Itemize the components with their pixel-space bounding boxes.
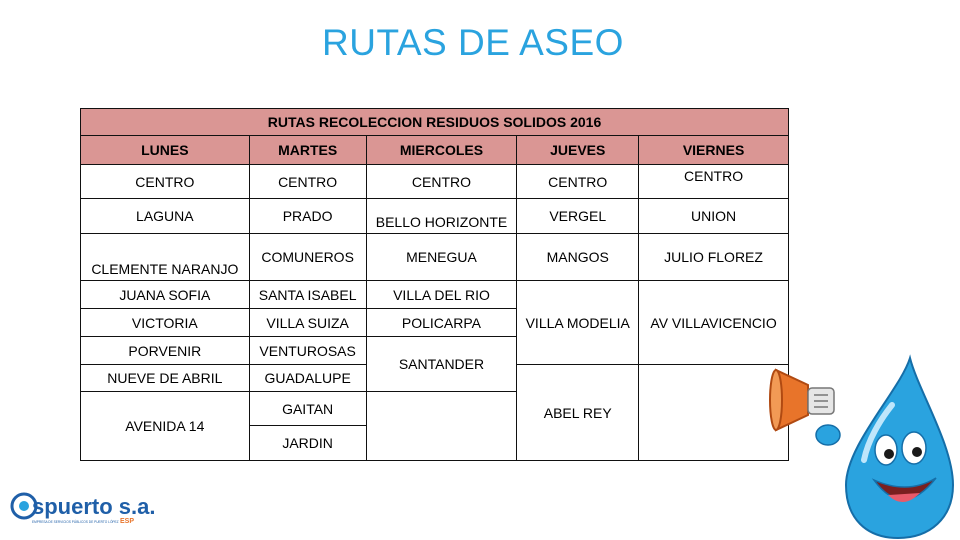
cell-lunes: CLEMENTE NARANJO bbox=[81, 234, 250, 281]
water-drop-mascot-icon bbox=[768, 350, 958, 540]
cell-miercoles: BELLO HORIZONTE bbox=[366, 199, 517, 234]
cell-martes: SANTA ISABEL bbox=[249, 281, 366, 309]
left-pupil bbox=[884, 449, 894, 459]
cell-martes: GUADALUPE bbox=[249, 365, 366, 392]
cell-martes: VILLA SUIZA bbox=[249, 309, 366, 337]
cell-lunes: CENTRO bbox=[81, 165, 250, 199]
cell-miercoles: POLICARPA bbox=[366, 309, 517, 337]
hand bbox=[816, 425, 840, 445]
logo-dot bbox=[19, 501, 29, 511]
cell-jueves: VILLA MODELIA bbox=[517, 281, 639, 365]
table-row bbox=[81, 165, 789, 199]
table-row bbox=[81, 199, 789, 234]
header-martes: MARTES bbox=[249, 136, 366, 165]
cell-martes: VENTUROSAS bbox=[249, 337, 366, 365]
cell-viernes: UNION bbox=[639, 199, 789, 234]
table-header-row bbox=[81, 136, 789, 165]
header-miercoles: MIERCOLES bbox=[366, 136, 517, 165]
megaphone-icon bbox=[770, 370, 834, 430]
cell-miercoles-empty bbox=[366, 392, 517, 461]
cell-jueves: VERGEL bbox=[517, 199, 639, 234]
logo-name: spuerto s.a. bbox=[32, 494, 156, 519]
cell-jueves: CENTRO bbox=[517, 165, 639, 199]
company-logo-icon bbox=[10, 488, 160, 528]
cell-miercoles: SANTANDER bbox=[366, 337, 517, 392]
cell-martes: COMUNEROS bbox=[249, 234, 366, 281]
cell-jueves: MANGOS bbox=[517, 234, 639, 281]
table-title-row bbox=[81, 109, 789, 136]
routes-table bbox=[80, 108, 789, 461]
header-viernes: VIERNES bbox=[639, 136, 789, 165]
drop-body bbox=[846, 358, 953, 538]
header-jueves: JUEVES bbox=[517, 136, 639, 165]
cell-martes: PRADO bbox=[249, 199, 366, 234]
cell-lunes: PORVENIR bbox=[81, 337, 250, 365]
cell-viernes: JULIO FLOREZ bbox=[639, 234, 789, 281]
cell-lunes: VICTORIA bbox=[81, 309, 250, 337]
cell-lunes: NUEVE DE ABRIL bbox=[81, 365, 250, 392]
table-row bbox=[81, 234, 789, 281]
page-title: RUTAS DE ASEO bbox=[322, 22, 624, 63]
cell-martes: GAITAN bbox=[249, 392, 366, 426]
header-lunes: LUNES bbox=[81, 136, 250, 165]
cell-jueves: ABEL REY bbox=[517, 365, 639, 461]
cell-viernes: AV VILLAVICENCIO bbox=[639, 281, 789, 365]
logo-tagline: EMPRESA DE SERVICIOS PÚBLICOS DE PUERTO LÓPEZ bbox=[32, 520, 119, 524]
cell-martes: CENTRO bbox=[249, 165, 366, 199]
cell-miercoles: MENEGUA bbox=[366, 234, 517, 281]
cell-viernes: CENTRO bbox=[639, 165, 789, 199]
table-title: RUTAS RECOLECCION RESIDUOS SOLIDOS 2016 bbox=[81, 109, 789, 136]
table-row bbox=[81, 281, 789, 309]
cell-lunes: LAGUNA bbox=[81, 199, 250, 234]
cell-martes: JARDIN bbox=[249, 426, 366, 461]
cell-miercoles: CENTRO bbox=[366, 165, 517, 199]
cell-viernes-empty bbox=[639, 365, 789, 461]
cell-lunes: JUANA SOFIA bbox=[81, 281, 250, 309]
logo-esp: ESP bbox=[120, 518, 135, 525]
cell-miercoles: VILLA DEL RIO bbox=[366, 281, 517, 309]
cell-lunes: AVENIDA 14 bbox=[81, 392, 250, 461]
right-pupil bbox=[912, 447, 922, 457]
